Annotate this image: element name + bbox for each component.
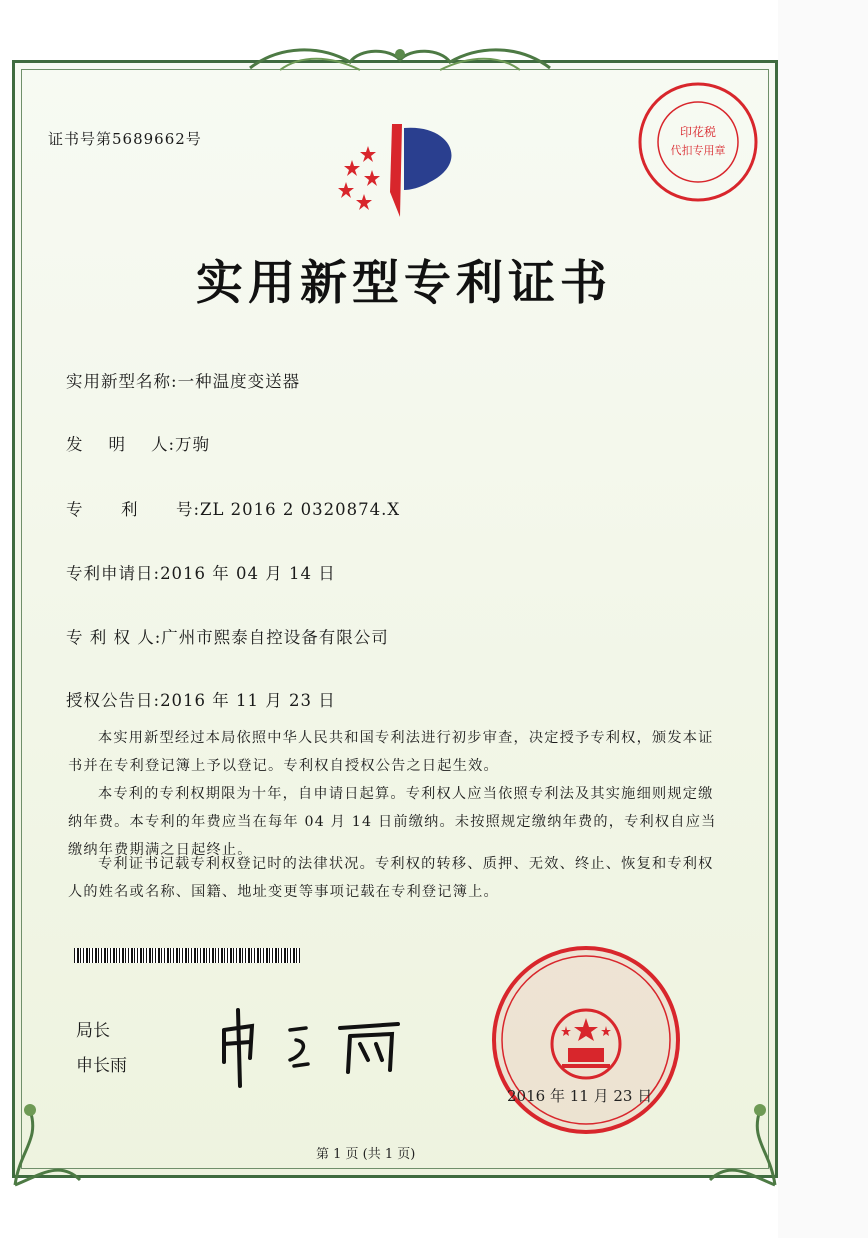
field-label: 发 明 人: xyxy=(66,435,176,454)
bottom-left-ornament xyxy=(10,1090,90,1190)
tax-stamp-center-2: 代扣专用章 xyxy=(670,144,726,157)
field-value: 万驹 xyxy=(175,435,211,454)
page-margin xyxy=(778,0,868,1238)
field-value: 2016 年 04 月 14 日 xyxy=(160,564,336,583)
certificate-number: 证书号第5689662号 xyxy=(48,130,202,148)
field-label: 专 利 号: xyxy=(66,500,200,519)
barcode xyxy=(74,948,300,963)
field-utility-model-name xyxy=(66,368,300,392)
field-label: 专 利 权 人: xyxy=(66,628,162,647)
field-value: 一种温度变送器 xyxy=(177,372,301,391)
certificate-title: 实用新型专利证书 xyxy=(196,256,612,311)
field-label: 实用新型名称: xyxy=(66,372,178,391)
bottom-right-ornament xyxy=(700,1090,780,1190)
director-name: 申长雨 xyxy=(76,1056,127,1076)
page-number: 第 1 页 (共 1 页) xyxy=(316,1147,416,1162)
field-value: 2016 年 11 月 23 日 xyxy=(160,691,336,710)
field-value: 广州市熙泰自控设备有限公司 xyxy=(161,628,389,647)
body-paragraph-2: 本专利的专利权期限为十年，自申请日起算。专利权人应当依照专利法及其实施细则规定缴纳年费。本专利的年费应当在每年 04 月 14 日前缴纳。未按照规定缴纳年费的，专利权自应当缴纳年费期满之日起终止。 xyxy=(68,786,717,858)
body-paragraph-3: 专利证书记载专利权登记时的法律状况。专利权的转移、质押、无效、终止、恢复和专利权人的姓名或名称、国籍、地址变更等事项记载在专利登记簿上。 xyxy=(68,856,714,900)
official-seal xyxy=(486,940,686,1140)
field-patentee xyxy=(66,624,389,648)
handwritten-signature xyxy=(210,1000,410,1090)
body-paragraph-1: 本实用新型经过本局依照中华人民共和国专利法进行初步审查，决定授予专利权，颁发本证书并在专利登记簿上予以登记。专利权自授权公告之日起生效。 xyxy=(68,730,714,774)
field-label: 授权公告日: xyxy=(66,691,161,710)
field-value: ZL 2016 2 0320874.X xyxy=(200,500,401,519)
field-label: 专利申请日: xyxy=(66,564,161,583)
grant-date-stamp: 2016 年 11 月 23 日 xyxy=(507,1087,653,1105)
field-inventor xyxy=(66,431,210,455)
field-application-date xyxy=(66,560,336,584)
tax-stamp xyxy=(634,78,762,206)
field-grant-date xyxy=(66,687,336,711)
field-patent-number xyxy=(66,496,400,520)
top-ornament xyxy=(240,40,560,80)
sipo-logo xyxy=(330,122,470,222)
tax-stamp-center-1: 印花税 xyxy=(679,125,717,139)
director-title: 局长 xyxy=(76,1021,110,1041)
